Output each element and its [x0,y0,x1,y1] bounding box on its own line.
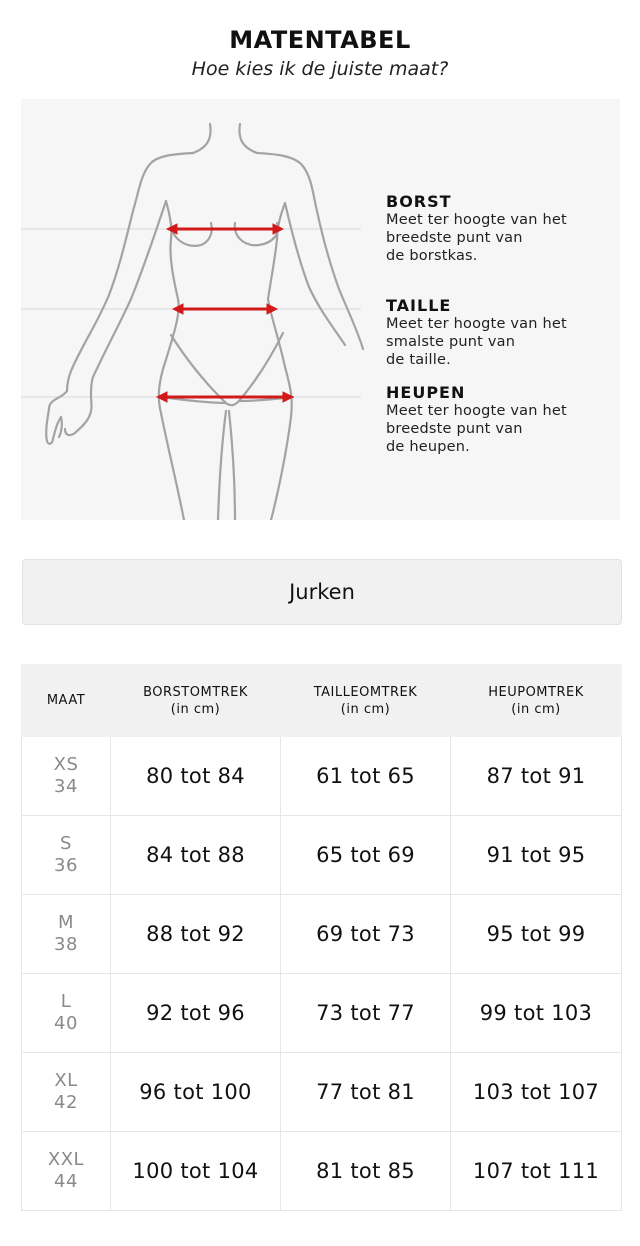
header-unit: (in cm) [170,701,221,717]
measurement-title: TAILLE [386,296,452,315]
header-label: TAILLEOMTREK [313,684,418,700]
size-cell [22,816,111,895]
size-number: 38 [54,934,78,955]
header-maat [22,665,111,737]
table-row [22,895,622,974]
size-number: 42 [54,1092,78,1113]
size-letter: XL [54,1070,78,1091]
header-label: HEUPOMTREK [488,684,584,700]
measurement-description-line: breedste punt van [386,230,523,246]
borst-cell: 100 tot 104 [111,1132,281,1211]
borst-cell: 84 tot 88 [111,816,281,895]
size-cell [22,1132,111,1211]
header-unit: (in cm) [511,701,561,717]
size-cell [22,1053,111,1132]
measurement-description-line: smalste punt van [386,334,516,350]
body-measurement-figure [21,99,620,520]
body-outline [46,124,363,520]
measurement-description-line: Meet ter hoogte van het [386,403,567,419]
heup-cell: 107 tot 111 [451,1132,622,1211]
heup-cell: 99 tot 103 [451,974,622,1053]
size-letter: XXL [47,1149,85,1170]
taille-cell: 69 tot 73 [281,895,451,974]
table-row [22,1132,622,1211]
header-heupomtrek [451,665,622,737]
size-letter: XS [53,754,79,775]
taille-cell: 61 tot 65 [281,737,451,816]
measurement-title: BORST [386,192,452,211]
measurement-description-line: de borstkas. [386,248,478,264]
borst-cell: 80 tot 84 [111,737,281,816]
measurement-title: HEUPEN [386,383,466,402]
header-label: MAAT [46,693,86,708]
header-borstomtrek [111,665,281,737]
size-number: 36 [54,855,78,876]
borst-cell: 96 tot 100 [111,1053,281,1132]
size-number: 34 [54,776,78,797]
table-header-row [22,665,622,737]
category-tab-jurken[interactable]: Jurken [22,559,622,625]
borst-cell: 92 tot 96 [111,974,281,1053]
size-table [21,664,622,1211]
page-title: MATENTABEL [229,26,411,54]
header-unit: (in cm) [340,701,391,717]
heup-cell: 87 tot 91 [451,737,622,816]
taille-cell: 73 tot 77 [281,974,451,1053]
heup-cell: 103 tot 107 [451,1053,622,1132]
measurement-description-line: Meet ter hoogte van het [386,212,567,228]
measurement-description-line: Meet ter hoogte van het [386,316,567,332]
measurement-taille [386,296,616,369]
measurement-borst [386,192,616,265]
table-row [22,816,622,895]
size-number: 40 [54,1013,78,1034]
measurement-description-line: de taille. [386,352,451,368]
taille-cell: 81 tot 85 [281,1132,451,1211]
heup-cell: 95 tot 99 [451,895,622,974]
table-row [22,1053,622,1132]
measurement-description-line: breedste punt van [386,421,523,437]
size-letter: M [57,912,75,933]
taille-cell: 65 tot 69 [281,816,451,895]
page-subtitle: Hoe kies ik de juiste maat? [191,58,449,80]
size-number: 44 [54,1171,78,1192]
table-row [22,737,622,816]
header-tailleomtrek [281,665,451,737]
size-cell [22,737,111,816]
size-cell [22,974,111,1053]
taille-cell: 77 tot 81 [281,1053,451,1132]
size-cell [22,895,111,974]
size-letter: S [60,833,72,854]
measurement-description-line: de heupen. [386,439,470,455]
size-letter: L [60,991,72,1012]
measurement-heupen [386,383,616,456]
table-row [22,974,622,1053]
header-label: BORSTOMTREK [143,684,248,700]
borst-cell: 88 tot 92 [111,895,281,974]
heup-cell: 91 tot 95 [451,816,622,895]
